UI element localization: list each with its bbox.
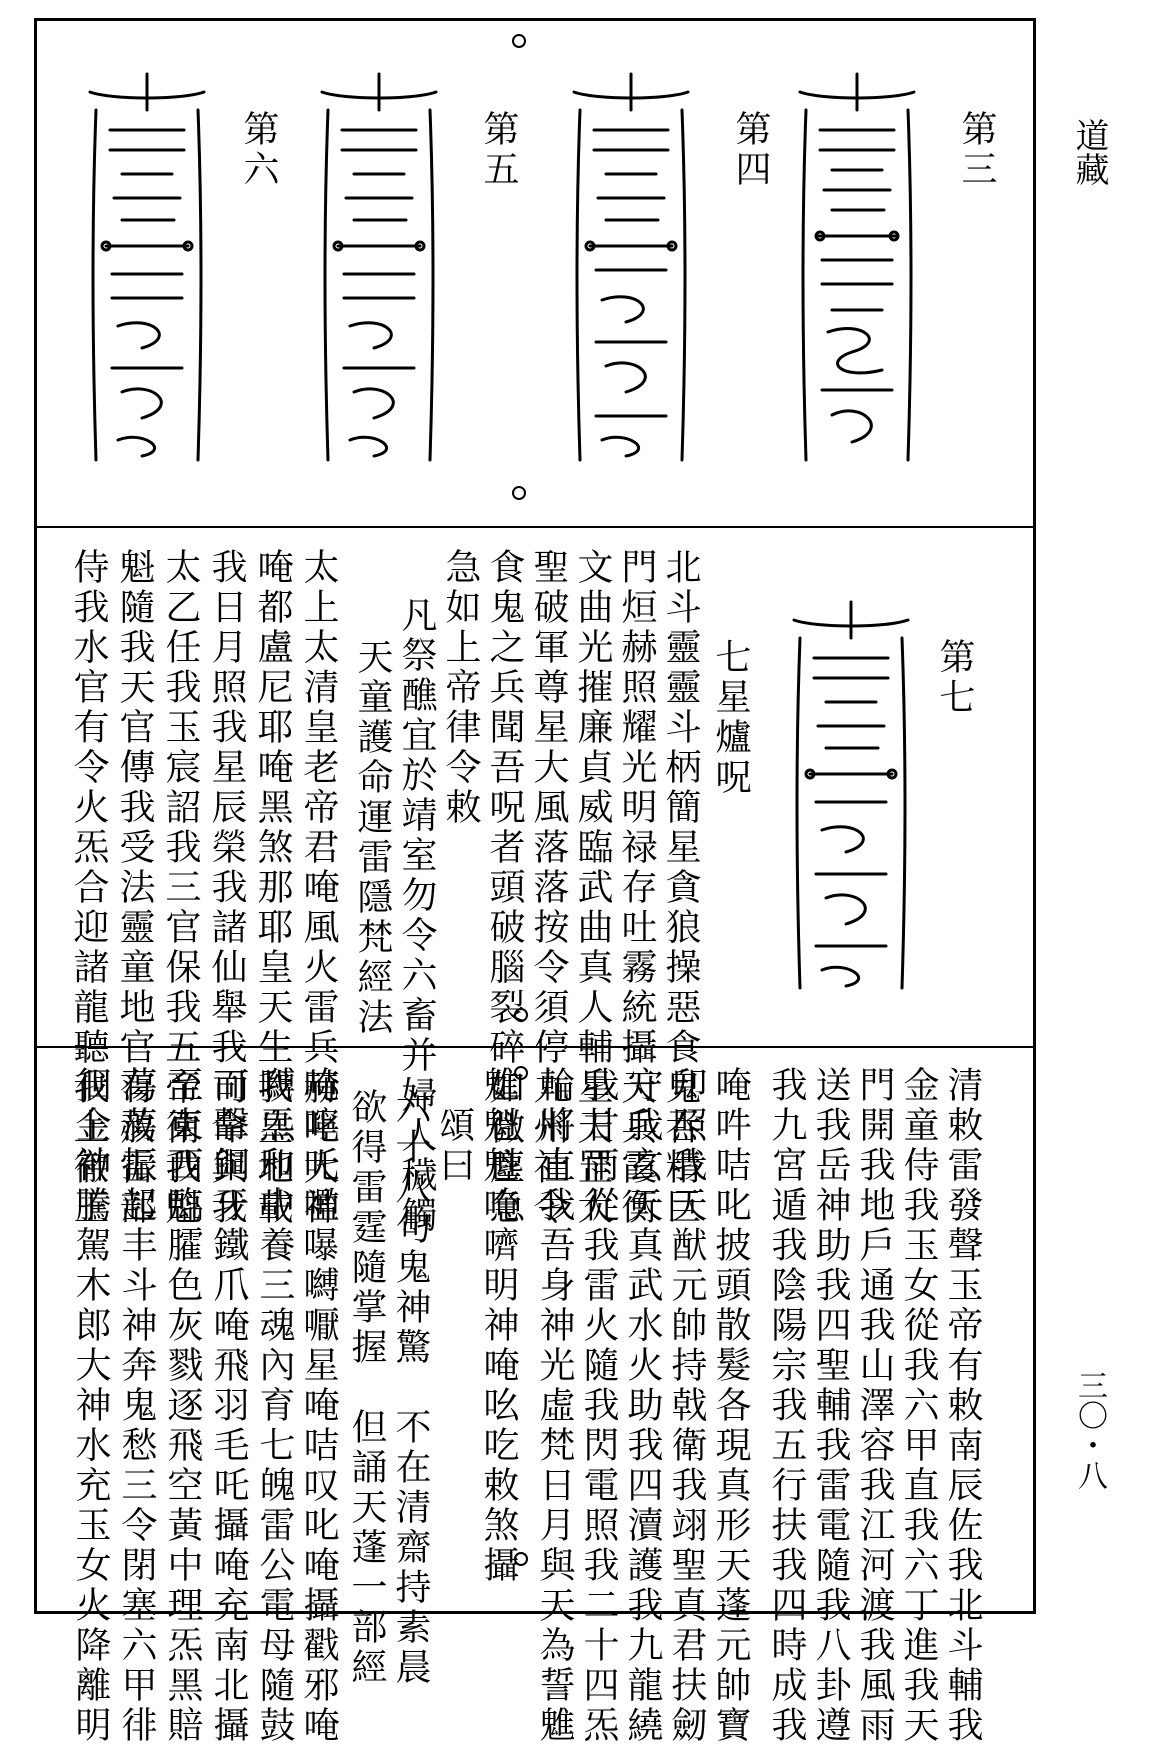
text-col-bot-4: 我九宮遁我陰陽宗我五行扶我四時成我 xyxy=(766,1066,807,1746)
text-col-mid-12: 太乙任我玉宸詔我三官保我五帝衛我魁 xyxy=(160,548,201,1228)
text-col-mid-1: 北斗靈靈斗柄簡星貪狼操惡食鬼吞精巨 xyxy=(660,548,701,1228)
text-col-bot-2: 門開我地戶通我山澤容我江河渡我風雨 xyxy=(854,1066,895,1746)
talisman-label-7: 第七 xyxy=(934,638,975,718)
text-col-bot-5: 唵吽咭叱披頭散髮各現真形天蓬元帥寶 xyxy=(710,1066,751,1746)
talisman-5-drawing xyxy=(314,70,444,470)
talisman-label-3: 第三 xyxy=(956,110,997,190)
text-col-bot-9: 輪將直我吾身神光虛梵日月與天為誓魋 xyxy=(534,1066,575,1746)
text-col-mid-0: 七星爐呪 xyxy=(710,638,751,798)
text-col-mid-9: 太上太清皇老帝君唵風火雷兵赫叱大神 xyxy=(298,548,339,1228)
text-col-bot-14: 唵嚀吒嚂嚗嚩嚈星唵咭叹叱唵攝戳邪唵 xyxy=(298,1066,339,1746)
text-col-mid-13: 魁隨我天官傳我受法靈童地官有赦雷部 xyxy=(114,548,155,1228)
text-col-bot-8: 我甘雨從我雷火隨我閃電照我二十四炁 xyxy=(578,1066,619,1746)
text-col-bot-13: 欲得雷霆隨掌握 但誦天蓬一部經 xyxy=(346,1088,387,1688)
text-col-mid-7: 凡祭醮宜於靖室勿令六畜并婦人穢觸 xyxy=(396,596,437,1236)
text-col-bot-0: 清敕雷發聲玉帝有敕南辰佐我北斗輔我 xyxy=(942,1066,983,1746)
page-number: 三〇・八 xyxy=(1072,1370,1107,1490)
talisman-label-5: 第五 xyxy=(478,110,519,190)
text-col-mid-4: 聖破軍尊星大風落落按令須停九州社令 xyxy=(528,548,569,1228)
talisman-4-drawing xyxy=(566,70,696,470)
text-col-bot-18: 蕩蕩振起丰斗神奔鬼愁三令閉塞六甲徘 xyxy=(116,1066,157,1746)
text-col-mid-11: 我日月照我星辰榮我諸仙舉我司命與我 xyxy=(206,548,247,1228)
text-col-bot-17: 至東西臨臛色灰戮逐飛空黃中理炁黑賠 xyxy=(162,1066,203,1746)
collection-title: 道藏 xyxy=(1069,118,1109,186)
circle-mark-top xyxy=(512,34,526,48)
circle-mark-mid xyxy=(512,486,526,500)
talisman-label-4: 第四 xyxy=(730,110,771,190)
text-col-mid-3: 文曲光摧廉貞威臨武曲真人輔星天罡大 xyxy=(572,548,613,1228)
text-col-mid-14: 侍我水官有令火炁合迎諸龍聽我上徹王 xyxy=(68,548,109,1228)
text-col-mid-6: 急如上帝律令敕 xyxy=(440,548,481,828)
text-col-bot-10: 魋魁魁唵嚌明神唵吆吃敕煞攝 xyxy=(478,1066,519,1586)
text-col-bot-3: 送我岳神助我四聖輔我雷電隨我八卦遵 xyxy=(810,1066,851,1746)
text-col-bot-7: 守我玄天真武水火助我四瀆護我九龍繞 xyxy=(622,1066,663,1746)
talisman-6-drawing xyxy=(82,70,212,470)
talisman-label-6: 第六 xyxy=(238,110,279,190)
text-col-mid-5: 食鬼之兵聞吾呪者頭破腦裂碎如微塵急 xyxy=(484,548,525,1228)
text-col-bot-11: 頌曰 xyxy=(434,1106,475,1186)
talisman-3-drawing xyxy=(792,70,922,470)
talisman-7-drawing xyxy=(786,598,916,998)
text-col-bot-19: 徊金神騰駕木郎大神水充玉女火降離明 xyxy=(70,1066,111,1746)
divider-top xyxy=(34,526,1036,528)
text-col-bot-12: 六十八句鬼神驚 不在清齋持素晨 xyxy=(390,1088,431,1688)
text-col-mid-10: 唵都盧尼耶唵黑煞那耶皇天生我皇地載 xyxy=(252,548,293,1228)
text-col-mid-2: 門烜赫照耀光明禄存吐霧統攝天兵霞衡 xyxy=(616,548,657,1228)
text-col-bot-1: 金童侍我玉女從我六甲直我六丁進我天 xyxy=(898,1066,939,1746)
text-col-bot-16: 而擊銅牙鐵爪唵飛羽毛吒攝唵充南北攝 xyxy=(208,1066,249,1746)
text-col-bot-15: 嚩炁和中養三魂內育七魄雷公電母隨鼓 xyxy=(254,1066,295,1746)
text-col-bot-6: 印照我天猷元帥持戟衛我翊聖真君扶劒 xyxy=(666,1066,707,1746)
text-col-mid-8: 天童護命運雷隱梵經法 xyxy=(352,638,393,1038)
